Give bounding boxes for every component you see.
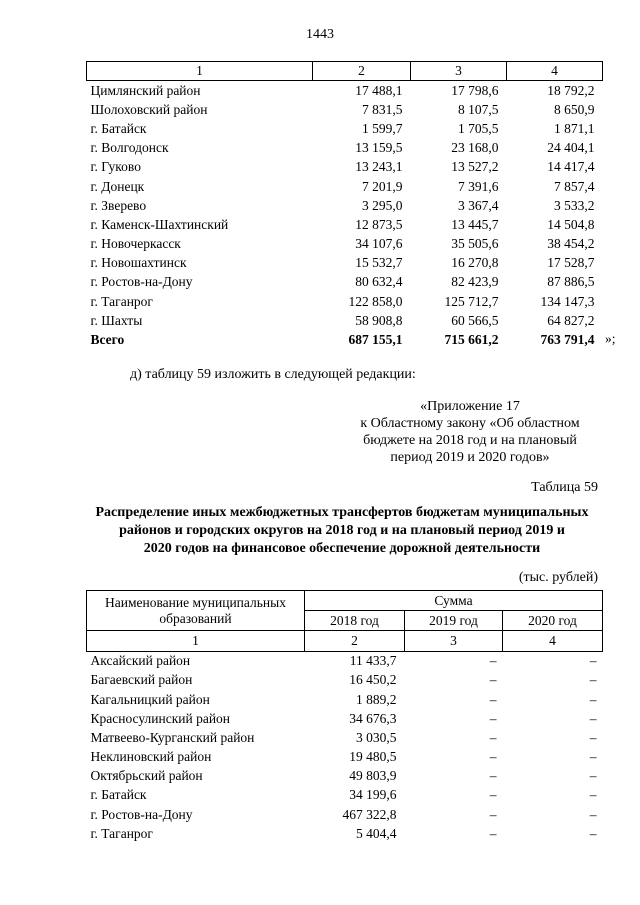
table-label: Таблица 59 <box>531 480 598 495</box>
table-header-numbers <box>87 62 603 81</box>
municipality-name: г. Ростов-на-Дону <box>90 806 193 822</box>
table-row <box>87 196 603 215</box>
value-2018: 7 831,5 <box>362 101 403 117</box>
municipality-name: Красносулинский район <box>90 710 231 726</box>
annex-line: период 2019 и 2020 годов» <box>390 450 550 465</box>
instruction-text: д) таблицу 59 изложить в следующей редакции: <box>130 367 416 382</box>
municipality-name: г. Новочеркасск <box>90 236 181 252</box>
column-number: 1 <box>87 631 305 651</box>
transfers-table <box>86 590 603 843</box>
municipality-name: г. Каменск-Шахтинский <box>90 216 229 232</box>
value-2020: – <box>589 806 597 822</box>
municipality-name: г. Таганрог <box>90 825 153 841</box>
value-2019: – <box>489 653 497 669</box>
value-2018: 3 030,5 <box>356 729 397 745</box>
column-number: 4 <box>507 62 603 81</box>
municipality-name: Багаевский район <box>90 672 193 688</box>
table-row <box>87 805 603 824</box>
continued-table <box>86 61 603 350</box>
value-2018: 467 322,8 <box>342 806 397 822</box>
header-name-line: образований <box>159 610 232 626</box>
value-2018: 19 480,5 <box>349 749 397 765</box>
value-2019: 13 527,2 <box>451 159 499 175</box>
table-row <box>87 311 603 330</box>
value-2019: – <box>489 768 497 784</box>
annex-line: «Приложение 17 <box>420 399 520 414</box>
table-header-numbers <box>87 631 603 651</box>
table-row <box>87 215 603 234</box>
value-2019: 17 798,6 <box>451 82 499 98</box>
header-year: 2020 год <box>503 611 603 631</box>
value-2019: – <box>489 691 497 707</box>
value-2018: 15 532,7 <box>355 255 403 271</box>
value-2019: 13 445,7 <box>451 216 499 232</box>
table-row <box>87 177 603 196</box>
value-2020: 64 827,2 <box>547 312 595 328</box>
value-2018: 34 199,6 <box>349 787 397 803</box>
title-line: Распределение иных межбюджетных трансфертов бюджетам муниципальных <box>95 505 589 520</box>
municipality-name: Цимлянский район <box>90 82 201 98</box>
table-row <box>87 235 603 254</box>
value-2020: – <box>589 787 597 803</box>
title-line: 2020 годов на финансовое обеспечение дорожной деятельности <box>143 541 541 556</box>
header-year: 2018 год <box>305 611 405 631</box>
annex-reference <box>330 398 610 466</box>
value-2020: 14 417,4 <box>547 159 595 175</box>
value-2018: 58 908,8 <box>355 312 403 328</box>
total-row <box>87 330 603 349</box>
value-2019: 16 270,8 <box>451 255 499 271</box>
value-2020: – <box>589 729 597 745</box>
municipality-name: г. Волгодонск <box>90 140 169 156</box>
value-2019: – <box>489 672 497 688</box>
value-2020: 38 454,2 <box>547 236 595 252</box>
value-2018: 80 632,4 <box>355 274 403 290</box>
table-row <box>87 671 603 690</box>
table-row <box>87 709 603 728</box>
value-2020: 3 533,2 <box>554 197 595 213</box>
municipality-name: Шолоховский район <box>90 101 208 117</box>
column-number: 3 <box>405 631 503 651</box>
annex-line: к Областному закону «Об областном <box>360 416 580 431</box>
page-number: 1443 <box>306 27 334 42</box>
value-2020: – <box>589 672 597 688</box>
municipality-name: г. Батайск <box>90 787 147 803</box>
value-2019: – <box>489 825 497 841</box>
total-2018: 687 155,1 <box>348 332 403 348</box>
value-2020: – <box>589 825 597 841</box>
value-2019: 82 423,9 <box>451 274 499 290</box>
table-row <box>87 690 603 709</box>
table-row <box>87 100 603 119</box>
value-2018: 122 858,0 <box>348 293 403 309</box>
value-2018: 1 599,7 <box>362 120 403 136</box>
value-2019: 125 712,7 <box>444 293 499 309</box>
table-row <box>87 292 603 311</box>
value-2020: – <box>589 653 597 669</box>
annex-line: бюджете на 2018 год и на плановый <box>363 433 577 448</box>
table-row <box>87 767 603 786</box>
value-2020: 8 650,9 <box>554 101 595 117</box>
value-2020: 87 886,5 <box>547 274 595 290</box>
value-2019: – <box>489 710 497 726</box>
total-2020: 763 791,4 <box>540 332 595 348</box>
value-2019: 8 107,5 <box>458 101 499 117</box>
municipality-name: г. Зверево <box>90 197 147 213</box>
table-row <box>87 651 603 671</box>
value-2020: 1 871,1 <box>554 120 595 136</box>
municipality-name: г. Донецк <box>90 178 145 194</box>
value-2018: 49 803,9 <box>349 768 397 784</box>
municipality-name: Аксайский район <box>90 653 191 669</box>
value-2019: – <box>489 787 497 803</box>
column-number: 2 <box>313 62 411 81</box>
table-row <box>87 81 603 101</box>
table-row <box>87 273 603 292</box>
value-2020: 24 404,1 <box>547 140 595 156</box>
value-2019: 3 367,4 <box>458 197 499 213</box>
value-2018: 12 873,5 <box>355 216 403 232</box>
value-2018: 34 107,6 <box>355 236 403 252</box>
table-row <box>87 786 603 805</box>
value-2019: – <box>489 806 497 822</box>
municipality-name: г. Ростов-на-Дону <box>90 274 193 290</box>
value-2018: 3 295,0 <box>362 197 403 213</box>
value-2020: – <box>589 749 597 765</box>
municipality-name: Кагальницкий район <box>90 691 210 707</box>
table-row <box>87 728 603 747</box>
table-header-row <box>87 591 603 611</box>
value-2019: – <box>489 729 497 745</box>
value-2020: – <box>589 691 597 707</box>
table-title <box>70 504 614 558</box>
title-line: районов и городских округов на 2018 год и на плановый период 2019 и <box>119 523 565 538</box>
closing-quote: »; <box>605 331 616 346</box>
value-2018: 11 433,7 <box>349 653 397 669</box>
column-number: 4 <box>503 631 603 651</box>
total-label: Всего <box>90 332 125 348</box>
table-row <box>87 119 603 138</box>
municipality-name: Октябрьский район <box>90 768 203 784</box>
units-label: (тыс. рублей) <box>518 570 598 585</box>
column-number: 3 <box>411 62 507 81</box>
value-2018: 16 450,2 <box>349 672 397 688</box>
header-year: 2019 год <box>405 611 503 631</box>
value-2020: 17 528,7 <box>547 255 595 271</box>
municipality-name: г. Таганрог <box>90 293 153 309</box>
municipality-name: Матвеево-Курганский район <box>90 729 255 745</box>
total-2019: 715 661,2 <box>444 332 499 348</box>
value-2019: 35 505,6 <box>451 236 499 252</box>
value-2020: – <box>589 710 597 726</box>
value-2019: 1 705,5 <box>458 120 499 136</box>
header-sum: Сумма <box>305 591 603 611</box>
value-2018: 17 488,1 <box>355 82 403 98</box>
value-2018: 34 676,3 <box>349 710 397 726</box>
value-2018: 5 404,4 <box>356 825 397 841</box>
value-2020: 134 147,3 <box>540 293 595 309</box>
table-row <box>87 254 603 273</box>
municipality-name: г. Шахты <box>90 312 143 328</box>
value-2020: 14 504,8 <box>547 216 595 232</box>
header-name-line: Наименование муниципальных <box>105 594 286 610</box>
value-2018: 13 159,5 <box>355 140 403 156</box>
table-row <box>87 139 603 158</box>
header-municipality <box>87 591 305 631</box>
column-number: 1 <box>87 62 313 81</box>
table-row <box>87 748 603 767</box>
value-2018: 1 889,2 <box>356 691 397 707</box>
table-row <box>87 158 603 177</box>
column-number: 2 <box>305 631 405 651</box>
municipality-name: Неклиновский район <box>90 749 212 765</box>
value-2020: 18 792,2 <box>547 82 595 98</box>
value-2018: 7 201,9 <box>362 178 403 194</box>
table-row <box>87 824 603 843</box>
value-2019: 23 168,0 <box>451 140 499 156</box>
value-2020: 7 857,4 <box>554 178 595 194</box>
value-2020: – <box>589 768 597 784</box>
value-2019: 7 391,6 <box>458 178 499 194</box>
municipality-name: г. Батайск <box>90 120 147 136</box>
municipality-name: г. Новошахтинск <box>90 255 187 271</box>
value-2018: 13 243,1 <box>355 159 403 175</box>
value-2019: – <box>489 749 497 765</box>
municipality-name: г. Гуково <box>90 159 141 175</box>
value-2019: 60 566,5 <box>451 312 499 328</box>
